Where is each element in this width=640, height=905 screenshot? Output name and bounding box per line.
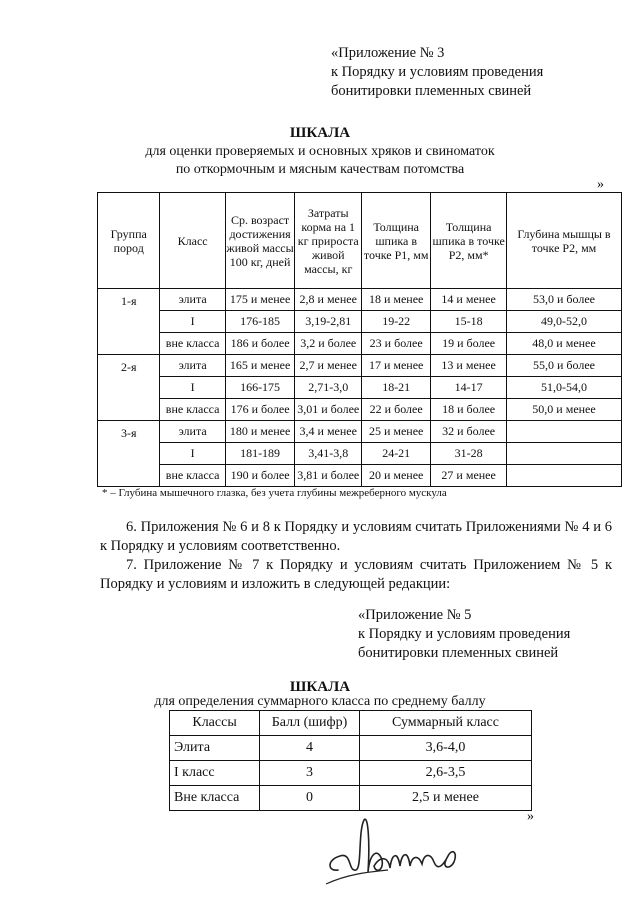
appendix-5-line2: к Порядку и условиям проведения: [358, 626, 571, 642]
paragraph-7: [74, 556, 612, 594]
scale1-cell: 165 и менее: [225, 355, 295, 377]
scale1-cell: вне класса: [160, 399, 225, 421]
scale1-cell: 24-21: [362, 443, 431, 465]
scale1-row: [98, 289, 622, 311]
scale1-cell: 176 и более: [225, 399, 295, 421]
scale1-cell: 3,81 и более: [295, 465, 362, 487]
scale1-cell: I: [160, 443, 225, 465]
scale2-row: [170, 761, 532, 786]
header-age: Ср. возраст достижения живой массы 100 кг, дней: [225, 193, 295, 289]
scale1-row: [98, 355, 622, 377]
group-name-cell: 1-я: [98, 289, 160, 355]
scale2-header-score: Балл (шифр): [260, 711, 360, 736]
scale2-header-row: [170, 711, 532, 736]
header-fat-p1: Толщина шпика в точке Р1, мм: [362, 193, 431, 289]
scale2-cell: Вне класса: [170, 786, 260, 811]
paragraph-7-text: 7. Приложение № 7 к Порядку и условиям считать Приложением № 5 к Порядку и условиям и изложить в следующей редакции:: [100, 557, 612, 592]
scale1-row: [98, 443, 622, 465]
paragraph-6: [74, 518, 612, 556]
header-class: Класс: [160, 193, 225, 289]
appendix-3-line1: «Приложение № 3: [331, 45, 445, 61]
scale2-title: ШКАЛА: [289, 679, 351, 695]
scale1-row: [98, 421, 622, 443]
scale1-cell: 3,2 и более: [295, 333, 362, 355]
scale1-cell: 17 и менее: [362, 355, 431, 377]
scale1-cell: 55,0 и более: [507, 355, 622, 377]
scale1-cell: 166-175: [225, 377, 295, 399]
scale1-cell: 18 и более: [431, 399, 507, 421]
scale1-cell: вне класса: [160, 465, 225, 487]
scale1-cell: [507, 443, 622, 465]
scale1-cell: элита: [160, 355, 225, 377]
scale2-row: [170, 786, 532, 811]
scale1-closing-quote: »: [597, 177, 604, 192]
scale1-cell: 175 и менее: [225, 289, 295, 311]
scale1-subtitle1: для оценки проверяемых и основных хряков и свиноматок: [145, 144, 495, 159]
signature: [318, 812, 478, 892]
scale1-cell: 186 и более: [225, 333, 295, 355]
appendix-5-line3: бонитировки племенных свиней: [358, 645, 559, 661]
scale2-header-total: Суммарный класс: [359, 711, 531, 736]
group-name-cell: 2-я: [98, 355, 160, 421]
scale2-cell: 2,5 и менее: [359, 786, 531, 811]
scale1-cell: 190 и более: [225, 465, 295, 487]
scale1-row: [98, 311, 622, 333]
scale1-cell: 31-28: [431, 443, 507, 465]
scale2-cell: 4: [260, 736, 360, 761]
scale1-cell: 53,0 и более: [507, 289, 622, 311]
appendix-3-line2: к Порядку и условиям проведения: [331, 64, 544, 80]
appendix-5-line1: «Приложение № 5: [358, 607, 472, 623]
scale2-cell: I класс: [170, 761, 260, 786]
header-muscle-p2: Глубина мышцы в точке Р2, мм: [507, 193, 622, 289]
scale1-cell: [507, 421, 622, 443]
scale1-cell: 176-185: [225, 311, 295, 333]
group-name-cell: 3-я: [98, 421, 160, 487]
scale2-cell: Элита: [170, 736, 260, 761]
scale2-cell: 0: [260, 786, 360, 811]
scale1-cell: 15-18: [431, 311, 507, 333]
scale1-cell: 19 и более: [431, 333, 507, 355]
scale2-row: [170, 736, 532, 761]
scale1-cell: 181-189: [225, 443, 295, 465]
scale1-cell: I: [160, 377, 225, 399]
scale1-cell: 14-17: [431, 377, 507, 399]
scale1-cell: 50,0 и менее: [507, 399, 622, 421]
scale1-footnote: * – Глубина мышечного глазка, без учета глубины межреберного мускула: [102, 487, 447, 499]
scale2-cell: 2,6-3,5: [359, 761, 531, 786]
scale1-cell: 2,71-3,0: [295, 377, 362, 399]
scale1-cell: 2,7 и менее: [295, 355, 362, 377]
header-feed: Затраты корма на 1 кг прироста живой массы, кг: [295, 193, 362, 289]
scale1-row: [98, 465, 622, 487]
scale2-table: [169, 710, 532, 811]
scale1-cell: 3,41-3,8: [295, 443, 362, 465]
scale2-closing-quote: »: [527, 809, 534, 824]
scale2-cell: 3,6-4,0: [359, 736, 531, 761]
scale1-cell: 2,8 и менее: [295, 289, 362, 311]
scale1-row: [98, 333, 622, 355]
scale1-cell: 3,19-2,81: [295, 311, 362, 333]
scale1-cell: 14 и менее: [431, 289, 507, 311]
scale2-header-classes: Классы: [170, 711, 260, 736]
scale1-row: [98, 399, 622, 421]
scale1-cell: 32 и более: [431, 421, 507, 443]
scale2-cell: 3: [260, 761, 360, 786]
scale1-cell: 19-22: [362, 311, 431, 333]
scale2-subtitle: для определения суммарного класса по среднему баллу: [154, 694, 486, 709]
scale1-subtitle2: по откормочным и мясным качествам потомства: [175, 162, 465, 177]
scale1-cell: 23 и более: [362, 333, 431, 355]
scale1-cell: 18 и менее: [362, 289, 431, 311]
scale1-table: [97, 192, 622, 487]
scale1-title: ШКАЛА: [289, 125, 351, 141]
header-group: Группа пород: [98, 193, 160, 289]
scale1-cell: 51,0-54,0: [507, 377, 622, 399]
appendix-5-header: [358, 606, 570, 663]
paragraph-6-text: 6. Приложения № 6 и 8 к Порядку и условиям считать Приложениями № 4 и 6 к Порядку и условиям соответственно.: [100, 519, 612, 554]
scale1-cell: 27 и менее: [431, 465, 507, 487]
scale1-cell: 25 и менее: [362, 421, 431, 443]
scale1-cell: I: [160, 311, 225, 333]
scale1-cell: элита: [160, 289, 225, 311]
scale1-cell: 20 и менее: [362, 465, 431, 487]
scale1-cell: 180 и менее: [225, 421, 295, 443]
scale1-header-row: [98, 193, 622, 289]
scale1-cell: элита: [160, 421, 225, 443]
scale1-cell: 22 и более: [362, 399, 431, 421]
appendix-3-header: [331, 44, 543, 101]
header-fat-p2: Толщина шпика в точке Р2, мм*: [431, 193, 507, 289]
scale1-cell: 49,0-52,0: [507, 311, 622, 333]
scale1-row: [98, 377, 622, 399]
scale1-cell: вне класса: [160, 333, 225, 355]
scale1-cell: 3,4 и менее: [295, 421, 362, 443]
scale1-cell: 3,01 и более: [295, 399, 362, 421]
scale1-cell: 13 и менее: [431, 355, 507, 377]
scale1-cell: 18-21: [362, 377, 431, 399]
appendix-3-line3: бонитировки племенных свиней: [331, 83, 532, 99]
scale1-cell: 48,0 и менее: [507, 333, 622, 355]
scale1-cell: [507, 465, 622, 487]
